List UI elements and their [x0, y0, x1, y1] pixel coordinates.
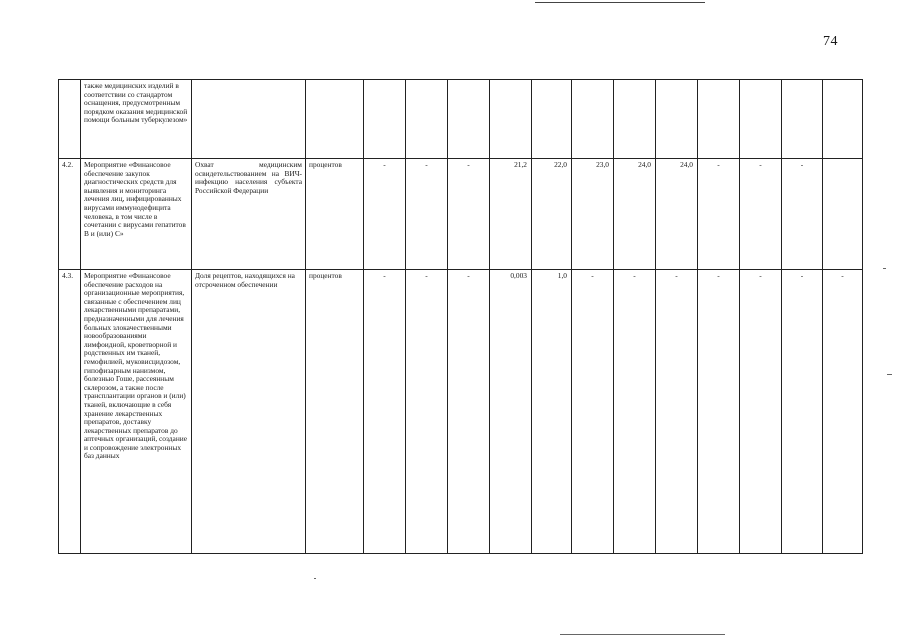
table-row	[59, 159, 863, 270]
unit-cell	[306, 80, 364, 159]
page-number: 74	[823, 34, 838, 49]
row-number-cell	[59, 80, 81, 159]
unit-cell: процентов	[306, 270, 364, 554]
activity-description-cell: также медицинских изделий в соответствии со стандартом оснащения, предусмотренным порядком оказания медицинской помощи больным туберкулезом»	[81, 80, 192, 159]
value-cell	[490, 80, 532, 159]
value-cell: -	[656, 270, 698, 554]
scan-artifact-mark	[887, 374, 892, 375]
value-cell: -	[448, 270, 490, 554]
scan-artifact-top	[535, 2, 705, 3]
unit-cell: процентов	[306, 159, 364, 270]
value-cell	[572, 80, 614, 159]
table-row	[59, 80, 863, 159]
value-cell: 24,0	[656, 159, 698, 270]
row-number-cell: 4.2.	[59, 159, 81, 270]
value-cell	[406, 80, 448, 159]
value-cell	[740, 80, 782, 159]
value-cell: -	[406, 270, 448, 554]
value-cell: 23,0	[572, 159, 614, 270]
value-cell: -	[698, 159, 740, 270]
value-cell: -	[740, 159, 782, 270]
value-cell: -	[448, 159, 490, 270]
indicator-cell: Доля рецептов, находящихся на отсроченном обеспечении	[192, 270, 306, 554]
scan-artifact-bottom	[560, 634, 725, 635]
row-number-cell: 4.3.	[59, 270, 81, 554]
value-cell: -	[782, 270, 823, 554]
value-cell: -	[406, 159, 448, 270]
indicator-cell	[192, 80, 306, 159]
value-cell: 24,0	[614, 159, 656, 270]
value-cell: -	[572, 270, 614, 554]
value-cell: -	[698, 270, 740, 554]
value-cell: 21,2	[490, 159, 532, 270]
value-cell	[364, 80, 406, 159]
value-cell: 0,003	[490, 270, 532, 554]
value-cell: -	[614, 270, 656, 554]
value-cell: -	[364, 159, 406, 270]
scan-artifact-mark	[883, 268, 886, 269]
indicator-cell: Охват медицинским освидетельствованием на ВИЧ-инфекцию населения субъекта Российской Федерации	[192, 159, 306, 270]
value-cell	[782, 80, 823, 159]
value-cell	[656, 80, 698, 159]
value-cell: -	[782, 159, 823, 270]
value-cell: -	[740, 270, 782, 554]
value-cell	[823, 80, 863, 159]
table-row	[59, 270, 863, 554]
value-cell: -	[364, 270, 406, 554]
scan-artifact-mark	[314, 578, 316, 579]
activity-description-cell: Мероприятие «Финансовое обеспечение закупок диагностических средств для выявления и мониторинга лечения лиц, инфицированных вирусами иммунодефицита человека, в том числе в сочетании с вирусами гепатитов В и (или) С»	[81, 159, 192, 270]
value-cell	[448, 80, 490, 159]
value-cell	[823, 159, 863, 270]
value-cell	[532, 80, 572, 159]
value-cell: 1,0	[532, 270, 572, 554]
value-cell: 22,0	[532, 159, 572, 270]
program-activities-table	[58, 79, 863, 554]
activity-description-cell: Мероприятие «Финансовое обеспечение расходов на организационные мероприятия, связанные с обеспечением лиц лекарственными препаратами, предназначенными для лечения больных злокачественными новообразованиями лимфоидной, кроветворной и родственных им тканей, гемофилией, муковисцидозом, гипофизарным нанизмом, болезнью Гоше, рассеянным склерозом, а также после трансплантации органов и (или) тканей, включающие в себя хранение лекарственных препаратов, доставку лекарственных препаратов до аптечных организаций, создание и сопровождение электронных баз данных	[81, 270, 192, 554]
value-cell	[698, 80, 740, 159]
value-cell: -	[823, 270, 863, 554]
value-cell	[614, 80, 656, 159]
